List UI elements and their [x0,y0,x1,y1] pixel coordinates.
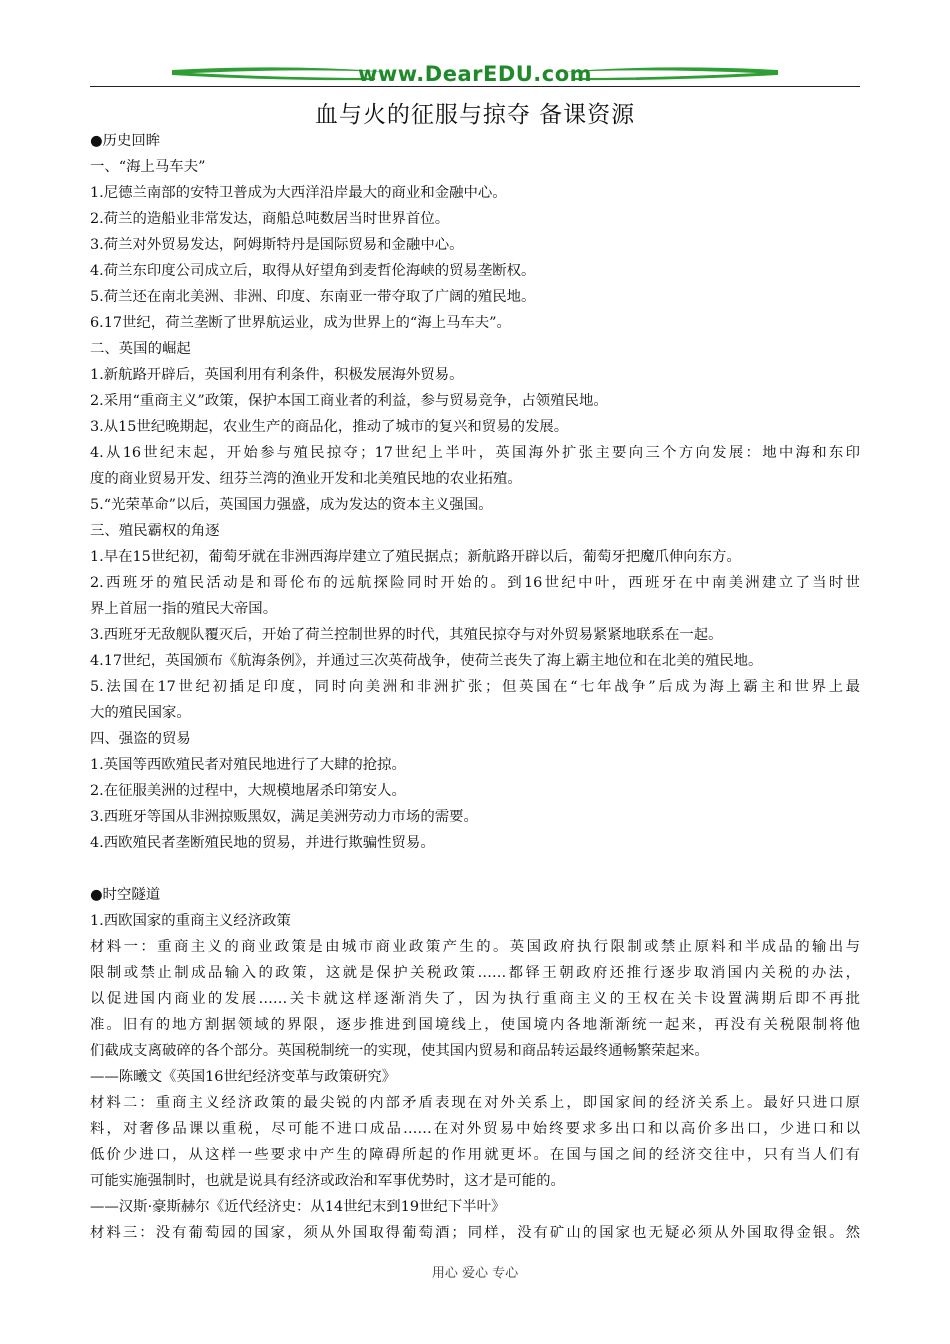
page-footer: 用心 爱心 专心 [431,1266,519,1281]
text-line: 5.法国在17世纪初插足印度，同时向美洲和非洲扩张；但英国在“七年战争”后成为海上霸主和世界上最 [90,679,860,695]
text-line: 可能实施强制时，也就是说具有经济或政治和军事优势时，这才是可能的。 [90,1173,565,1189]
text-line: 3.从15世纪晚期起，农业生产的商品化，推动了城市的复兴和贸易的发展。 [90,419,569,435]
text-line: 低价少进口，从这样一些要求中产生的障碍所起的作用就更坏。在国与国之间的经济交往中，只有当人们有 [90,1147,860,1163]
header-divider [90,86,860,87]
site-logo-text: www.DearEDU.com [357,62,593,86]
citation-line: ——陈曦文《英国16世纪经济变革与政策研究》 [90,1069,397,1085]
text-line: 5.“光荣革命”以后，英国国力强盛，成为发达的资本主义强国。 [90,497,493,513]
text-line: 2.在征服美洲的过程中，大规模地屠杀印第安人。 [90,783,406,799]
text-line: 1.新航路开辟后，英国利用有利条件，积极发展海外贸易。 [90,367,464,383]
text-line: 大的殖民国家。 [90,705,191,721]
text-line: 材料一：重商主义的商业政策是由城市商业政策产生的。英国政府执行限制或禁止原料和半成品的输出与 [90,939,860,955]
subsection-heading: 一、“海上马车夫” [90,159,206,175]
text-line: 4.从16世纪末起，开始参与殖民掠夺；17世纪上半叶，英国海外扩张主要向三个方向发展：地中海和东印 [90,445,860,461]
subsection-heading: 三、殖民霸权的角逐 [90,523,220,539]
citation-line: ——汉斯·豪斯赫尔《近代经济史：从14世纪末到19世纪下半叶》 [90,1199,506,1215]
subsection-heading: 二、英国的崛起 [90,341,191,357]
document-body [90,128,860,1246]
text-line: 5.荷兰还在南北美洲、非洲、印度、东南亚一带夺取了广阔的殖民地。 [90,289,536,305]
text-line: 1.英国等西欧殖民者对殖民地进行了大肆的抢掠。 [90,757,406,773]
text-line: 3.荷兰对外贸易发达，阿姆斯特丹是国际贸易和金融中心。 [90,237,464,253]
text-line: 4.西欧殖民者垄断殖民地的贸易，并进行欺骗性贸易。 [90,835,435,851]
text-line: 度的商业贸易开发、纽芬兰湾的渔业开发和北美殖民地的农业拓殖。 [90,471,522,487]
text-line: 材料二：重商主义经济政策的最尖锐的内部矛盾表现在对外关系上，即国家间的经济关系上。最好只进口原 [90,1095,860,1111]
text-line: 1.尼德兰南部的安特卫普成为大西洋沿岸最大的商业和金融中心。 [90,185,507,201]
text-line: 以促进国内商业的发展……关卡就这样逐渐消失了，因为执行重商主义的王权在关卡设置满期后即不再批 [90,991,860,1007]
text-line: 准。旧有的地方割据领域的界限，逐步推进到国境线上，使国境内各地渐渐统一起来，再没有关税限制将他 [90,1017,860,1033]
text-line: 界上首屈一指的殖民大帝国。 [90,601,278,617]
site-header-logo [90,58,860,94]
text-line: 3.西班牙无敌舰队覆灭后，开始了荷兰控制世界的时代，其殖民掠夺与对外贸易紧紧地联系在一起。 [90,627,723,643]
text-line: 1.早在15世纪初，葡萄牙就在非洲西海岸建立了殖民据点；新航路开辟以后，葡萄牙把魔爪伸向东方。 [90,549,741,565]
section-heading: ●时空隧道 [90,887,161,903]
subsection-heading: 1.西欧国家的重商主义经济政策 [90,913,291,929]
text-line: 料，对奢侈品课以重税，尽可能不进口成品……在对外贸易中始终要求多出口和以高价多出口，少进口和以 [90,1121,860,1137]
text-line: 6.17世纪，荷兰垄断了世界航运业，成为世界上的“海上马车夫”。 [90,315,511,331]
text-line: 们截成支离破碎的各个部分。英国税制统一的实现，使其国内贸易和商品转运最终通畅繁荣起来。 [90,1043,709,1059]
text-line: 限制或禁止制成品输入的政策，这就是保护关税政策……都铎王朝政府还推行逐步取消国内关税的办法， [90,965,860,981]
text-line: 4.荷兰东印度公司成立后，取得从好望角到麦哲伦海峡的贸易垄断权。 [90,263,536,279]
text-line: 2.采用“重商主义”政策，保护本国工商业者的利益，参与贸易竞争，占领殖民地。 [90,393,608,409]
text-line: 3.西班牙等国从非洲掠贩黑奴，满足美洲劳动力市场的需要。 [90,809,478,825]
section-heading: ●历史回眸 [90,133,161,149]
text-line: 材料三：没有葡萄园的国家，须从外国取得葡萄酒；同样，没有矿山的国家也无疑必须从外国取得金银。然 [90,1225,860,1241]
page-title: 血与火的征服与掠夺 备课资源 [314,102,636,128]
text-line: 4.17世纪，英国颁布《航海条例》，并通过三次英荷战争，使荷兰丧失了海上霸主地位和在北美的殖民地。 [90,653,763,669]
text-line: 2.荷兰的造船业非常发达，商船总吨数居当时世界首位。 [90,211,450,227]
subsection-heading: 四、强盗的贸易 [90,731,191,747]
blank-line [90,856,860,882]
text-line: 2.西班牙的殖民活动是和哥伦布的远航探险同时开始的。到16世纪中叶，西班牙在中南美洲建立了当时世 [90,575,860,591]
